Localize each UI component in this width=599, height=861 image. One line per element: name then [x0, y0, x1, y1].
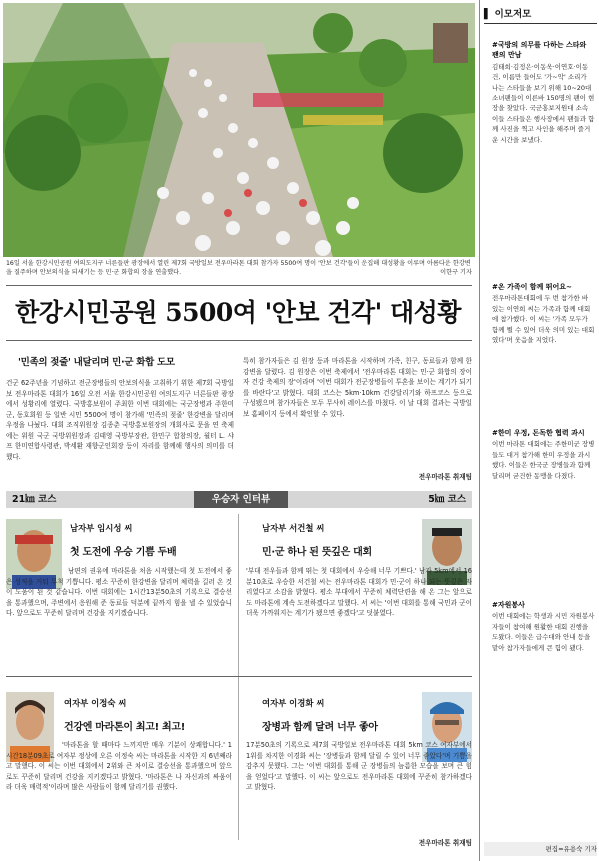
race-photo-illustration [3, 3, 475, 257]
interview-2-who: 남자부 서건철 씨 [262, 523, 325, 533]
interview-1-title: 첫 도전에 우승 기쁨 두배 [70, 547, 177, 558]
interview-4-title: 장병과 함께 달려 너무 좋아 [262, 722, 378, 733]
interview-1-body: 남편의 권유에 마라톤을 처음 시작했는데 첫 도전에서 좋은 성적을 거둬 무척 기쁩니다. 평소 꾸준히 한강변을 달리며 체력을 길러 온 것이 도움이 된 것 같습니다. 이번 대회에는 1시간13분50초의 기록으로 결승선을 통과했으며, 주변에서 응원해 준 동료들 덕분에 끝까지 힘을 낼 수 있었습니다. 앞으로도 꾸준히 달리며 건강을 지키겠습니다. [6, 567, 232, 617]
headline-top-rule [6, 285, 472, 286]
race-photo [3, 3, 475, 257]
caption-text: 16일 서울 한강시민공원 여의도지구 너른들판 광장에서 열린 제7회 국방일보 전우마라톤 대회 참가자 5500여 명이 '안보 건각'들이 운집해 대성황을 이루며 아름다운 한강변을 질주하며 안보의식을 되새기는 등 민·군 화합의 장을 연출했다. [6, 260, 471, 276]
sidebar-item-3-text: 이번 마라톤 대회에는 주한미군 장병들도 대거 참가해 한미 우정을 과시했다. 이들은 한국군 장병들과 함께 달리며 굳건한 동맹을 다졌다. [492, 440, 595, 480]
article-byline: 전우마라톤 취재팀 [418, 473, 472, 481]
interview-3-who: 여자부 이정숙 씨 [64, 698, 127, 708]
interviews-byline: 전우마라톤 취재팀 [418, 839, 472, 847]
article-subhead: '민족의 젖줄' 내달리며 민·군 화합 도모 [18, 357, 175, 368]
sidebar-divider [479, 0, 480, 861]
interview-2-body: '부대 전우들과 함께 뛰는 첫 대회에서 우승해 너무 기쁘다.' 남자 5km에서 16분10초로 우승한 서건철 씨는 전우마라톤 대회가 민·군이 하나 되는 뜻깊은 자리였다고 소감을 밝혔다. 평소 부대에서 꾸준히 체력단련을 해 온 그는 앞으로도 마라톤에 계속 도전하겠다고 말했다. 서 씨는 '이번 대회를 통해 국민과 군이 더욱 가까워지는 계기가 됐으면 좋겠다'고 덧붙였다. [246, 567, 472, 617]
interview-1-who: 남자부 임시성 씨 [70, 523, 133, 533]
interview-4-body: 17분50초의 기록으로 제7회 국방일보 전우마라톤 대회 5km 코스 여자부에서 1위를 차지한 이경화 씨는 '장병들과 함께 달릴 수 있어 너무 좋았다'며 기쁨을 감추지 못했다. 그는 '이번 대회를 통해 군 장병들의 늠름한 모습을 보며 큰 힘을 얻었다'고 말했다. 이 씨는 앞으로도 전우마라톤 대회에 꾸준히 참가하겠다고 밝혔다. [246, 741, 472, 791]
sidebar-item-2-text: 전우마라톤대회에 두 번 참가한 바 있는 이연희 씨는 가족과 함께 대회에 참가했다. 이 씨는 '가족 모두가 함께 뛸 수 있어 더욱 의미 있는 대회였다'며 웃음을 지었다. [492, 294, 595, 345]
interview-4-who: 여자부 이경화 씨 [262, 698, 325, 708]
section-interview-title: 우승자 인터뷰 [194, 491, 288, 508]
sidebar-item-4-text: 이번 대회에는 학생과 시민 자원봉사자들이 참여해 원활한 대회 진행을 도왔다. 이들은 급수대와 안내 등을 맡아 참가자들에게 큰 힘이 됐다. [492, 612, 595, 652]
sidebar-header-marker: ▌ [484, 9, 492, 20]
sidebar [484, 0, 599, 861]
sidebar-item-4-title: #자원봉사 [492, 601, 525, 609]
interview-row-rule [6, 676, 472, 677]
sidebar-item-1-title: #국방의 의무를 다하는 스타와 팬의 만남 [492, 41, 587, 60]
sidebar-header [484, 6, 597, 24]
article-column-1: 건군 62주년을 기념하고 전군장병들의 안보의식을 고취하기 위한 제7회 국방일보 전우마라톤 대회가 16일 오전 서울 한강시민공원 여의도지구 너른들판 광장에서 성황리에 열렸다. 국방홍보원이 주최한 이번 대회에는 국군장병과 주한미군, 동호회원 등 일반 시민 5500여 명이 참가해 '민족의 젖줄' 한강변을 달리며 우정을 나눴다. 대회 조직위원장 김종춘 국방홍보원장의 개회사로 문을 연 축제에는 위원 국군 국방위원장과 김태영 국방부장관, 한민구 합참의장, 월터 L. 샤프 한미연합사령관, 박세환 재향군인회장 등이 자리를 함께해 행사의 의미를 더했다. [6, 379, 234, 461]
photo-credit: 이한구 기자 [440, 269, 472, 276]
sidebar-item-3 [492, 428, 595, 588]
interview-2-title: 민·군 하나 된 뜻깊은 대회 [262, 547, 372, 558]
sidebar-item-1-text: 김태희·김정은·이동욱·이연호·이동건, 이름만 들어도 '가~악' 소리가 나는 스타들을 보기 위해 10~20대 소녀팬들이 이른바 150명의 팬이 현장을 찾았다. 국군홍보지원대 소속 이들 스타들은 행사장에서 팬들과 함께 사진을 찍고 사인을 해주며 즐거운 시간을 보냈다. [492, 62, 595, 144]
interview-3-body: '마라톤을 할 때마다 느끼지만 매우 기분이 상쾌합니다.' 1시간18분09초로 여자부 정상에 오른 이정숙 씨는 마라톤을 시작한 지 6년째라고 말했다. 이 씨는 이번 대회에서 2위와 큰 차이로 결승선을 통과했으며 앞으로도 꾸준히 달리며 건강을 지키겠다고 밝혔다. '마라톤은 나 자신과의 싸움이라 더욱 매력적'이라며 많은 사람들이 함께 달리기를 권했다. [6, 741, 232, 791]
sidebar-item-4 [492, 600, 595, 830]
headline: 한강시민공원 5500여 '안보 건각' 대성황 [15, 298, 461, 327]
sidebar-item-2 [492, 282, 595, 400]
article-column-2: 특히 참가자들은 김 원장 등과 마라톤을 시작하며 가족, 친구, 동료들과 함께 한강변을 달렸다. 김 원장은 이번 축제에서 '전우마라톤 대회는 민·군 화합의 장이자 건강 축제의 장'이라며 '이번 대회가 전군장병들이 투혼을 보이는 계기가 되기를 바란다'고 밝혔다. 대회 코스는 5km·10km 건강달리기와 하프코스 등으로 구성됐으며 참가자들은 모두 무사히 레이스를 마쳤다. 이 날 대회 결과는 국방일보 홈페이지 등에서 확인할 수 있다. [243, 357, 472, 418]
sidebar-item-1 [492, 40, 595, 256]
sidebar-header-title: 이모저모 [494, 9, 532, 20]
interview-3-title: 건강엔 마라톤이 최고! 최고! [64, 722, 186, 733]
sidebar-item-2-title: #온 가족이 함께 뛰어요~ [492, 283, 572, 291]
interview-divider [238, 514, 239, 840]
sidebar-item-3-title: #한미 우정, 돈독한 협력 과시 [492, 429, 585, 437]
photo-caption [6, 259, 472, 277]
sidebar-footer: 편집=유용숙 기자 [484, 842, 597, 856]
section-5km: 5㎞ 코스 [288, 491, 472, 508]
section-21km: 21㎞ 코스 [6, 491, 194, 508]
headline-bottom-rule [6, 340, 472, 341]
